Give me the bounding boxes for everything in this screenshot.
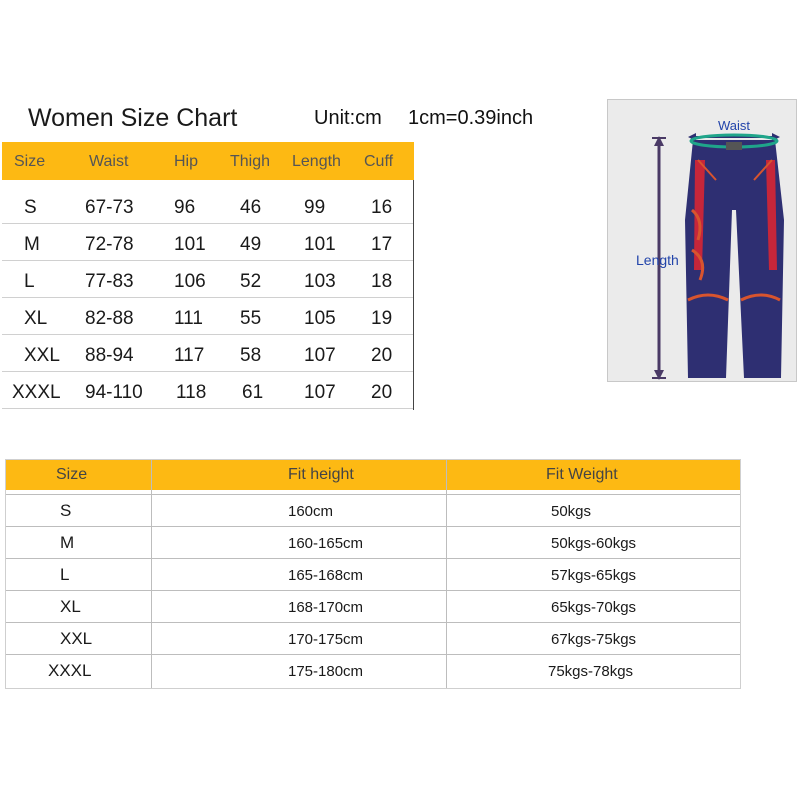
cell-size: XXXL [48, 661, 92, 680]
cell-cuff: 17 [371, 234, 393, 255]
size-table-header [2, 142, 414, 180]
cell-hip: 117 [174, 345, 205, 366]
cell-hip: 96 [174, 197, 196, 218]
cell-hip: 118 [176, 382, 207, 403]
cell-length: 105 [304, 308, 336, 329]
cell-thigh: 61 [242, 382, 264, 403]
table-row [2, 223, 414, 261]
header-hip: Hip [174, 153, 199, 170]
table-row [2, 186, 414, 224]
cell-length: 101 [304, 234, 336, 255]
table-row [6, 494, 740, 527]
cell-size: XXL [60, 629, 93, 648]
cell-fit-height: 160-165cm [288, 535, 364, 552]
table-row [6, 590, 740, 623]
column-divider [446, 460, 447, 688]
cell-thigh: 46 [240, 197, 262, 218]
header-waist: Waist [89, 153, 129, 170]
cell-thigh: 49 [240, 234, 262, 255]
table-row [6, 622, 740, 655]
unit-label: Unit:cm [314, 107, 382, 129]
women-size-table [2, 142, 414, 410]
cell-length: 99 [304, 197, 326, 218]
cell-thigh: 52 [240, 271, 262, 292]
waist-label: Waist [718, 118, 751, 133]
length-label: Length [636, 252, 679, 268]
column-divider [151, 460, 152, 688]
cell-cuff: 20 [371, 382, 393, 403]
cell-size: XL [24, 308, 48, 329]
cell-fit-weight: 67kgs-75kgs [551, 631, 637, 648]
cell-size: S [60, 501, 72, 520]
cell-size: M [24, 234, 40, 255]
cell-length: 107 [304, 382, 336, 403]
cell-fit-weight: 50kgs [551, 503, 592, 520]
conversion-label: 1cm=0.39inch [408, 107, 534, 129]
belt-buckle [726, 142, 742, 150]
cell-thigh: 55 [240, 308, 262, 329]
table-right-border [413, 180, 414, 410]
table-row [2, 297, 414, 335]
cell-hip: 101 [174, 234, 206, 255]
header-cuff: Cuff [364, 153, 394, 170]
header-size: Size [56, 466, 88, 483]
cell-waist: 94-110 [85, 382, 143, 403]
cell-fit-height: 165-168cm [288, 567, 364, 584]
header-thigh: Thigh [230, 153, 271, 170]
table-row [2, 260, 414, 298]
cell-size: XXXL [12, 382, 61, 403]
cell-size: S [24, 197, 37, 218]
cell-cuff: 18 [371, 271, 393, 292]
cell-thigh: 58 [240, 345, 262, 366]
cell-hip: 111 [174, 308, 203, 329]
table-row [6, 558, 740, 591]
cell-length: 107 [304, 345, 336, 366]
header-fit-weight: Fit Weight [546, 466, 618, 483]
pants-illustration [608, 100, 796, 381]
header-fit-height: Fit height [288, 466, 354, 483]
cell-size: XL [60, 597, 81, 616]
cell-cuff: 20 [371, 345, 393, 366]
size-chart-title: Women Size Chart [28, 104, 238, 132]
cell-fit-height: 160cm [288, 503, 334, 520]
cell-cuff: 16 [371, 197, 393, 218]
cell-size: L [60, 565, 70, 584]
cell-fit-height: 175-180cm [288, 663, 364, 680]
table-row [2, 334, 414, 372]
cell-waist: 72-78 [85, 234, 134, 255]
cell-size: XXL [24, 345, 60, 366]
fit-table-header [6, 460, 740, 490]
cell-fit-weight: 65kgs-70kgs [551, 599, 637, 616]
header-length: Length [292, 153, 341, 170]
cell-waist: 67-73 [85, 197, 134, 218]
fit-size-table [5, 459, 741, 689]
cell-hip: 106 [174, 271, 206, 292]
cell-waist: 77-83 [85, 271, 134, 292]
table-row [2, 371, 414, 409]
cell-waist: 82-88 [85, 308, 134, 329]
cell-fit-height: 170-175cm [288, 631, 364, 648]
table-row [6, 654, 740, 687]
cell-fit-weight: 75kgs-78kgs [548, 663, 634, 680]
pants-measurement-image [607, 99, 797, 382]
cell-waist: 88-94 [85, 345, 134, 366]
cell-length: 103 [304, 271, 336, 292]
cell-size: M [60, 533, 75, 552]
cell-size: L [24, 271, 35, 292]
cell-cuff: 19 [371, 308, 393, 329]
table-row [6, 526, 740, 559]
cell-fit-weight: 57kgs-65kgs [551, 567, 637, 584]
header-size: Size [14, 153, 46, 170]
cell-fit-height: 168-170cm [288, 599, 364, 616]
cell-fit-weight: 50kgs-60kgs [551, 535, 637, 552]
